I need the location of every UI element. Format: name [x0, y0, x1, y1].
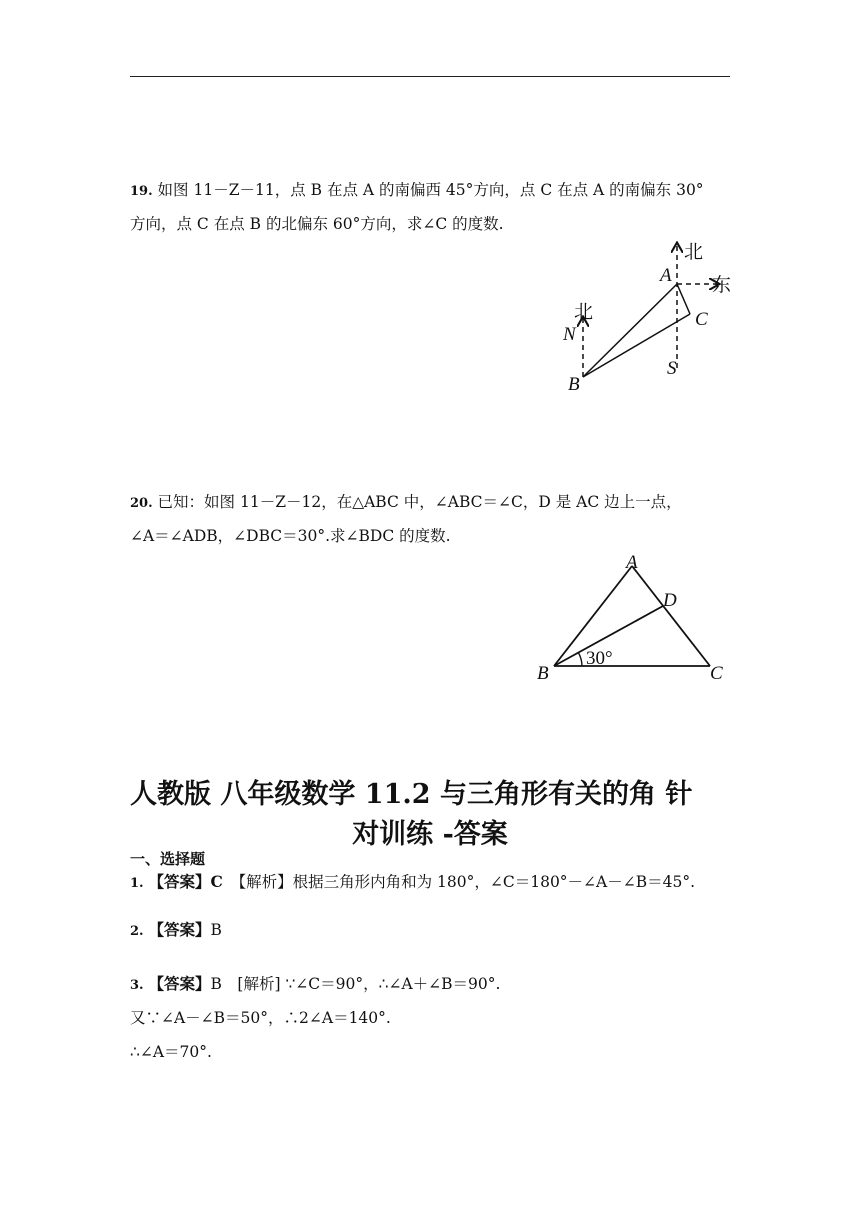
q19-number: 19.: [130, 184, 153, 199]
answer-1-tag: 【答案】C: [148, 872, 223, 891]
answers-title-line1: 人教版 八年级数学 11.2 与三角形有关的角 针: [130, 779, 693, 810]
label-d: D: [663, 590, 677, 611]
label-b: B: [537, 663, 549, 684]
q20-figure: [530, 548, 740, 688]
segment-ac: [677, 284, 690, 314]
answer-3: [130, 972, 500, 994]
q20-text-1: 已知：如图 11－Z－12，在△ABC 中，∠ABC＝∠C，D 是 AC 边上一点，: [152, 493, 682, 511]
answer-2-text: B: [210, 921, 222, 939]
label-n: N: [563, 324, 576, 345]
label-north-b: 北: [574, 302, 594, 323]
answer-3-number: 3.: [130, 978, 144, 993]
answer-2: [130, 918, 222, 940]
q20-line2: ∠A＝∠ADB，∠DBC＝30°.求∠BDC 的度数.: [130, 527, 451, 545]
label-north-top: 北: [684, 242, 704, 263]
answer-3-line3: ∴∠A＝70°.: [130, 1043, 212, 1061]
q20-number: 20.: [130, 496, 153, 511]
label-east: 东: [712, 275, 732, 296]
label-s: S: [667, 358, 677, 379]
section-heading: 一、选择题: [130, 850, 206, 868]
q19-figure: [550, 238, 750, 398]
q19-line2: 方向，点 C 在点 B 的北偏东 60°方向，求∠C 的度数.: [130, 215, 504, 233]
answer-2-number: 2.: [130, 924, 144, 939]
label-a: A: [626, 552, 638, 573]
header-rule: [130, 76, 730, 77]
angle-arc: [578, 652, 582, 666]
answer-3-tag: 【答案】: [148, 974, 211, 993]
label-c: C: [710, 663, 723, 684]
label-c: C: [695, 309, 708, 330]
answer-3-text: B [解析] ∵∠C＝90°，∴∠A＋∠B＝90°.: [210, 975, 501, 993]
answer-3-line2: 又∵∠A－∠B＝50°，∴2∠A＝140°.: [130, 1009, 391, 1027]
angle-label: 30°: [586, 648, 613, 669]
answer-1: [130, 870, 695, 892]
label-a: A: [660, 265, 672, 286]
answers-title-line2: 对训练 -答案: [352, 819, 508, 850]
q19-text-1: 如图 11－Z－11，点 B 在点 A 的南偏西 45°方向，点 C 在点 A 的南偏东 30°: [152, 181, 704, 199]
answer-1-number: 1.: [130, 876, 144, 891]
q20-line1: [130, 490, 682, 512]
answer-1-text: 【解析】根据三角形内角和为 180°，∠C＝180°－∠A－∠B＝45°.: [222, 873, 696, 891]
answer-2-tag: 【答案】: [148, 920, 211, 939]
label-b: B: [568, 374, 580, 395]
q19-line1: [130, 178, 704, 200]
